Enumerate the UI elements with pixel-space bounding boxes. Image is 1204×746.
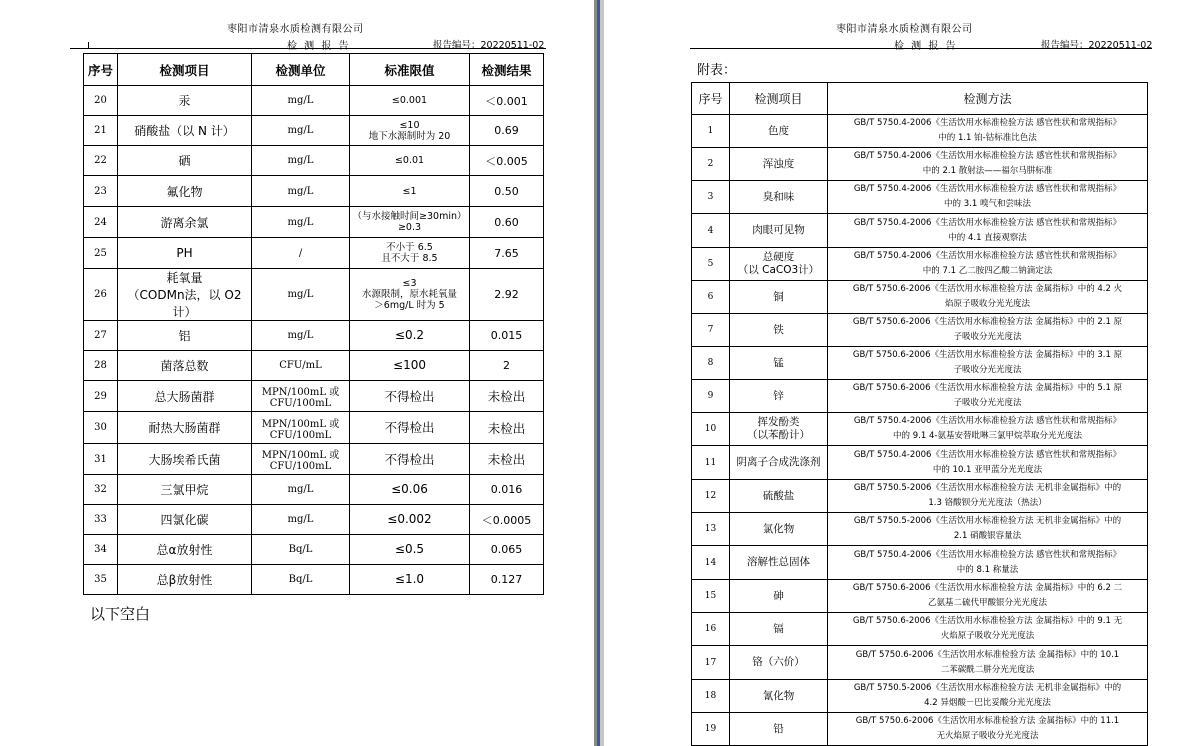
test-method: GB/T 5750.4-2006《生活饮用水标准检验方法 感官性状和常规指标》 中的 7.1 乙二胺四乙酸二钠滴定法: [828, 248, 1148, 281]
test-result: 7.65: [470, 238, 544, 269]
col-header-no: 序号: [84, 54, 118, 86]
test-result: 0.60: [470, 207, 544, 238]
row-number: 11: [692, 446, 730, 480]
test-method: GB/T 5750.6-2006《生活饮用水标准检验方法 金属指标》中的 2.1 原 子吸收分光光度法: [828, 314, 1148, 347]
row-number: 26: [84, 269, 118, 321]
test-unit: mg/L: [252, 116, 350, 146]
test-unit: Bq/L: [252, 565, 350, 595]
row-number: 5: [692, 248, 730, 281]
table-header-row: [84, 54, 544, 86]
row-number: 18: [692, 680, 730, 713]
method-table: [691, 82, 1148, 746]
standard-limit: 不得检出: [350, 381, 470, 412]
table-row: [692, 513, 1148, 546]
table-row: [692, 148, 1148, 181]
table-row: [692, 480, 1148, 513]
test-method: GB/T 5750.6-2006《生活饮用水标准检验方法 金属指标》中的 6.2 二 乙氨基二硫代甲酸银分光光度法: [828, 580, 1148, 613]
row-number: 6: [692, 281, 730, 314]
table-row: [84, 412, 544, 444]
table-row: [84, 535, 544, 565]
test-item: 耗氧量 （CODMn法，以 O2计）: [118, 269, 252, 321]
test-item: 锰: [730, 347, 828, 380]
test-item: 铅: [730, 713, 828, 746]
test-result: 0.015: [470, 321, 544, 351]
table-row: [692, 580, 1148, 613]
test-method: GB/T 5750.6-2006《生活饮用水标准检验方法 金属指标》中的 9.1 无 火焰原子吸收分光光度法: [828, 613, 1148, 646]
table-row: [692, 214, 1148, 248]
table-row: [692, 446, 1148, 480]
test-method: GB/T 5750.6-2006《生活饮用水标准检验方法 金属指标》中的 11.1 无火焰原子吸收分光光度法: [828, 713, 1148, 746]
table-row: [84, 176, 544, 207]
standard-limit: 不得检出: [350, 412, 470, 444]
table-row: [692, 314, 1148, 347]
test-unit: MPN/100mL 或 CFU/100mL: [252, 444, 350, 475]
standard-limit: ≤100: [350, 351, 470, 381]
test-item: 三氯甲烷: [118, 475, 252, 505]
table-row: [692, 380, 1148, 413]
test-unit: mg/L: [252, 146, 350, 176]
row-number: 14: [692, 546, 730, 580]
test-item: 汞: [118, 86, 252, 116]
test-unit: mg/L: [252, 86, 350, 116]
test-unit: MPN/100mL 或 CFU/100mL: [252, 381, 350, 412]
test-item: 色度: [730, 115, 828, 148]
standard-limit: ≤1.0: [350, 565, 470, 595]
row-number: 24: [84, 207, 118, 238]
test-result: 0.016: [470, 475, 544, 505]
test-result: 未检出: [470, 444, 544, 475]
row-number: 30: [84, 412, 118, 444]
table-row: [84, 269, 544, 321]
row-number: 13: [692, 513, 730, 546]
test-item: 硝酸盐（以 N 计）: [118, 116, 252, 146]
results-table-body: [84, 86, 544, 595]
table-row: [692, 646, 1148, 680]
test-result: 未检出: [470, 381, 544, 412]
table-row: [84, 351, 544, 381]
table-row: [692, 413, 1148, 446]
test-item: 铜: [730, 281, 828, 314]
standard-limit: ≤0.002: [350, 505, 470, 535]
row-number: 15: [692, 580, 730, 613]
test-item: 大肠埃希氏菌: [118, 444, 252, 475]
col-header-unit: 检测单位: [252, 54, 350, 86]
test-item: 硫酸盐: [730, 480, 828, 513]
test-unit: mg/L: [252, 475, 350, 505]
standard-limit: 不得检出: [350, 444, 470, 475]
test-result: 未检出: [470, 412, 544, 444]
test-item: 总硬度 （以 CaCO3计）: [730, 248, 828, 281]
table-row: [692, 281, 1148, 314]
test-item: 铬（六价）: [730, 646, 828, 680]
test-unit: mg/L: [252, 269, 350, 321]
test-method: GB/T 5750.6-2006《生活饮用水标准检验方法 金属指标》中的 5.1 原 子吸收分光光度法: [828, 380, 1148, 413]
table-row: [84, 381, 544, 412]
test-result: 0.127: [470, 565, 544, 595]
row-number: 3: [692, 181, 730, 214]
report-number: 报告编号：20220511-02: [433, 40, 545, 51]
test-item: 氯化物: [730, 513, 828, 546]
standard-limit: ≤3 水源限制，原水耗氧量 ＞6mg/L 时为 5: [350, 269, 470, 321]
header-rule-tick: [88, 42, 89, 49]
standard-limit: ≤0.01: [350, 146, 470, 176]
method-table-body: [692, 115, 1148, 746]
test-result: 0.50: [470, 176, 544, 207]
row-number: 20: [84, 86, 118, 116]
test-unit: mg/L: [252, 176, 350, 207]
row-number: 9: [692, 380, 730, 413]
test-method: GB/T 5750.4-2006《生活饮用水标准检验方法 感官性状和常规指标》 中的 8.1 称量法: [828, 546, 1148, 580]
table-row: [84, 116, 544, 146]
test-item: 砷: [730, 580, 828, 613]
test-unit: /: [252, 238, 350, 269]
test-item: 锌: [730, 380, 828, 413]
row-number: 23: [84, 176, 118, 207]
table-row: [692, 347, 1148, 380]
end-note: 以下空白: [90, 605, 151, 623]
row-number: 7: [692, 314, 730, 347]
test-unit: Bq/L: [252, 535, 350, 565]
test-result: 0.065: [470, 535, 544, 565]
test-unit: CFU/mL: [252, 351, 350, 381]
test-item: 肉眼可见物: [730, 214, 828, 248]
test-item: 总大肠菌群: [118, 381, 252, 412]
test-method: GB/T 5750.6-2006《生活饮用水标准检验方法 金属指标》中的 3.1 原 子吸收分光光度法: [828, 347, 1148, 380]
standard-limit: （与水接触时间≥30min） ≥0.3: [350, 207, 470, 238]
results-table: [83, 53, 544, 595]
test-unit: mg/L: [252, 207, 350, 238]
test-item: 氟化物: [118, 176, 252, 207]
standard-limit: ≤0.2: [350, 321, 470, 351]
test-result: ＜0.001: [470, 86, 544, 116]
test-item: 游离余氯: [118, 207, 252, 238]
company-name: 枣阳市清泉水质检测有限公司: [836, 24, 973, 35]
row-number: 34: [84, 535, 118, 565]
test-item: 溶解性总固体: [730, 546, 828, 580]
table-row: [84, 321, 544, 351]
test-item: 臭和味: [730, 181, 828, 214]
test-method: GB/T 5750.4-2006《生活饮用水标准检验方法 感官性状和常规指标》 中的 9.1 4-氨基安替吡啉三氯甲烷萃取分光光度法: [828, 413, 1148, 446]
report-page-2: [604, 0, 1204, 746]
col-header-method: 检测方法: [828, 83, 1148, 115]
col-header-item: 检测项目: [118, 54, 252, 86]
row-number: 4: [692, 214, 730, 248]
report-title: 检 测 报 告: [287, 41, 351, 52]
table-row: [84, 505, 544, 535]
header-rule: [690, 48, 1152, 49]
table-row: [84, 146, 544, 176]
standard-limit: ≤0.001: [350, 86, 470, 116]
test-item: 总β放射性: [118, 565, 252, 595]
table-row: [692, 248, 1148, 281]
test-item: 氰化物: [730, 680, 828, 713]
test-result: ＜0.0005: [470, 505, 544, 535]
row-number: 33: [84, 505, 118, 535]
row-number: 27: [84, 321, 118, 351]
standard-limit: ≤0.06: [350, 475, 470, 505]
test-method: GB/T 5750.5-2006《生活饮用水标准检验方法 无机非金属指标》中的 4.2 异烟酸－巴比妥酸分光光度法: [828, 680, 1148, 713]
test-item: 耐热大肠菌群: [118, 412, 252, 444]
test-item: 菌落总数: [118, 351, 252, 381]
standard-limit: ≤10 地下水源制时为 20: [350, 116, 470, 146]
test-unit: mg/L: [252, 321, 350, 351]
test-item: 硒: [118, 146, 252, 176]
row-number: 28: [84, 351, 118, 381]
table-row: [84, 444, 544, 475]
report-title: 检 测 报 告: [894, 41, 958, 52]
table-row: [692, 713, 1148, 746]
test-method: GB/T 5750.5-2006《生活饮用水标准检验方法 无机非金属指标》中的 2.1 硝酸银容量法: [828, 513, 1148, 546]
test-method: GB/T 5750.6-2006《生活饮用水标准检验方法 金属指标》中的 4.2 火 焰原子吸收分光光度法: [828, 281, 1148, 314]
table-row: [692, 680, 1148, 713]
test-item: 镉: [730, 613, 828, 646]
row-number: 8: [692, 347, 730, 380]
test-item: 铁: [730, 314, 828, 347]
table-row: [692, 115, 1148, 148]
test-item: 铝: [118, 321, 252, 351]
table-row: [84, 565, 544, 595]
test-result: 0.69: [470, 116, 544, 146]
row-number: 29: [84, 381, 118, 412]
table-row: [692, 546, 1148, 580]
test-method: GB/T 5750.4-2006《生活饮用水标准检验方法 感官性状和常规指标》 中的 3.1 嗅气和尝味法: [828, 181, 1148, 214]
table-row: [84, 86, 544, 116]
report-number: 报告编号：20220511-02: [1041, 40, 1153, 51]
row-number: 17: [692, 646, 730, 680]
table-row: [692, 181, 1148, 214]
row-number: 10: [692, 413, 730, 446]
report-page-1: [0, 0, 594, 746]
col-header-no: 序号: [692, 83, 730, 115]
col-header-limit: 标准限值: [350, 54, 470, 86]
test-item: 挥发酚类 （以苯酚计）: [730, 413, 828, 446]
test-result: ＜0.005: [470, 146, 544, 176]
header-rule: [70, 48, 546, 49]
row-number: 25: [84, 238, 118, 269]
table-row: [84, 475, 544, 505]
test-method: GB/T 5750.5-2006《生活饮用水标准检验方法 无机非金属指标》中的 1.3 铬酸钡分光光度法（热法）: [828, 480, 1148, 513]
test-unit: mg/L: [252, 505, 350, 535]
page-divider: [594, 0, 604, 746]
test-item: 四氯化碳: [118, 505, 252, 535]
standard-limit: 不小于 6.5 且不大于 8.5: [350, 238, 470, 269]
test-method: GB/T 5750.4-2006《生活饮用水标准检验方法 感官性状和常规指标》 中的 2.1 散射法——福尔马肼标准: [828, 148, 1148, 181]
row-number: 1: [692, 115, 730, 148]
test-item: PH: [118, 238, 252, 269]
test-method: GB/T 5750.4-2006《生活饮用水标准检验方法 感官性状和常规指标》 中的 4.1 直接观察法: [828, 214, 1148, 248]
test-item: 总α放射性: [118, 535, 252, 565]
test-result: 2.92: [470, 269, 544, 321]
test-unit: MPN/100mL 或 CFU/100mL: [252, 412, 350, 444]
row-number: 2: [692, 148, 730, 181]
test-result: 2: [470, 351, 544, 381]
table-row: [692, 613, 1148, 646]
row-number: 35: [84, 565, 118, 595]
table-row: [84, 238, 544, 269]
col-header-item: 检测项目: [730, 83, 828, 115]
test-method: GB/T 5750.6-2006《生活饮用水标准检验方法 金属指标》中的 10.1 二苯碳酰二肼分光光度法: [828, 646, 1148, 680]
company-name: 枣阳市清泉水质检测有限公司: [227, 24, 364, 35]
table-row: [84, 207, 544, 238]
col-header-result: 检测结果: [470, 54, 544, 86]
row-number: 22: [84, 146, 118, 176]
test-item: 阴离子合成洗涤剂: [730, 446, 828, 480]
standard-limit: ≤0.5: [350, 535, 470, 565]
row-number: 12: [692, 480, 730, 513]
table-header-row: [692, 83, 1148, 115]
row-number: 19: [692, 713, 730, 746]
standard-limit: ≤1: [350, 176, 470, 207]
row-number: 16: [692, 613, 730, 646]
test-method: GB/T 5750.4-2006《生活饮用水标准检验方法 感官性状和常规指标》 中的 1.1 铂-钴标准比色法: [828, 115, 1148, 148]
row-number: 32: [84, 475, 118, 505]
row-number: 31: [84, 444, 118, 475]
test-method: GB/T 5750.4-2006《生活饮用水标准检验方法 感官性状和常规指标》 中的 10.1 亚甲蓝分光光度法: [828, 446, 1148, 480]
test-item: 浑浊度: [730, 148, 828, 181]
attachment-label: 附表：: [697, 63, 737, 78]
row-number: 21: [84, 116, 118, 146]
